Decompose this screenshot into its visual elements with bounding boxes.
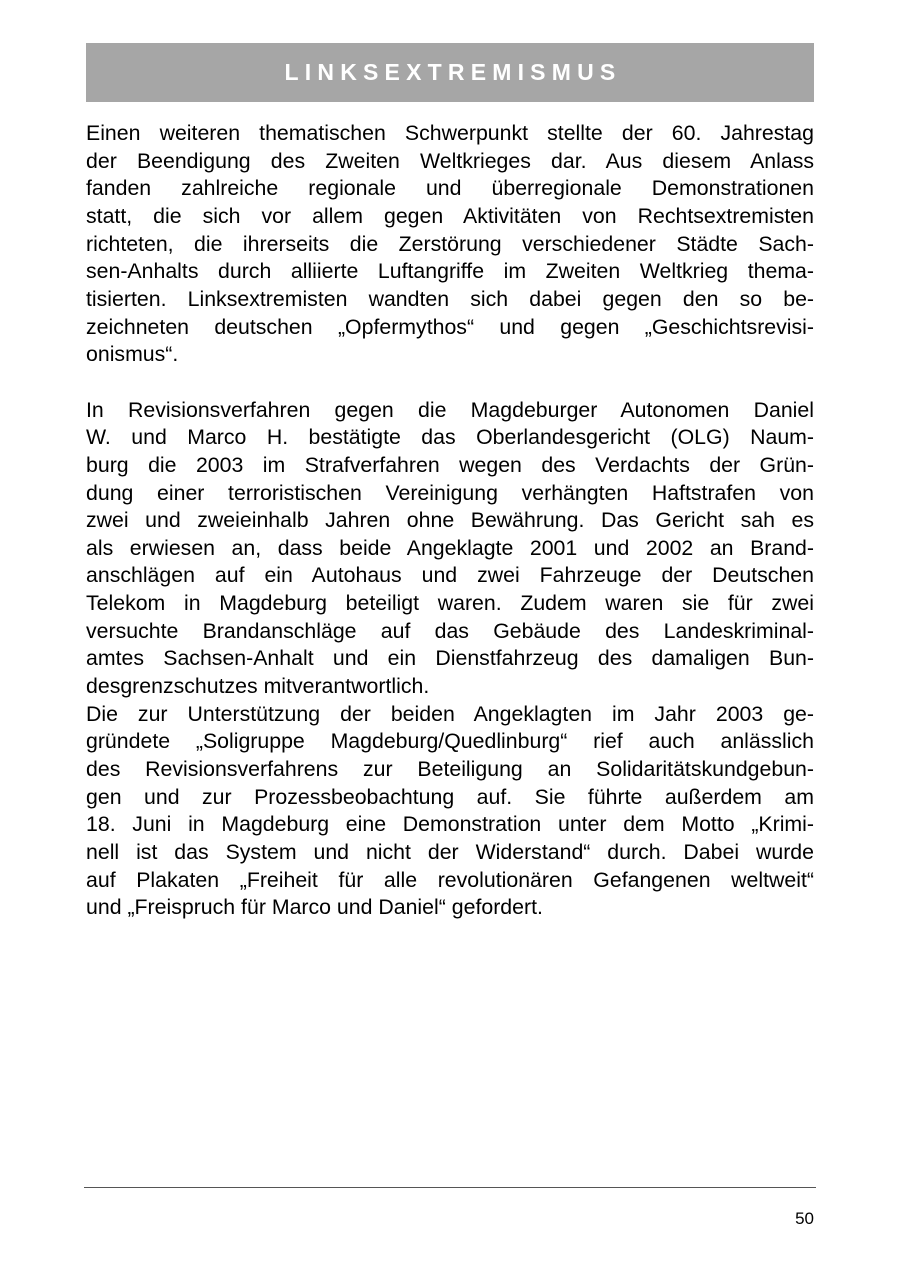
text-line: des Revisionsverfahrens zur Beteiligung an Solidaritätskundgebun- <box>86 757 814 782</box>
text-line: sen-Anhalts durch alliierte Luftangriffe im Zweiten Weltkrieg thema- <box>86 259 814 284</box>
text-line: 18. Juni in Magdeburg eine Demonstration unter dem Motto „Krimi- <box>86 812 814 837</box>
text-line: und „Freispruch für Marco und Daniel“ gefordert. <box>86 895 543 920</box>
text-line: statt, die sich vor allem gegen Aktivitäten von Rechtsextremisten <box>86 203 814 228</box>
text-line: desgrenzschutzes mitverantwortlich. <box>86 674 430 699</box>
page-number: 50 <box>795 1209 814 1228</box>
text-line: dung einer terroristischen Vereinigung verhängten Haftstrafen von <box>86 480 814 505</box>
text-line: W. und Marco H. bestätigte das Oberlandesgericht (OLG) Naum- <box>86 425 814 450</box>
text-line: burg die 2003 im Strafverfahren wegen des Verdachts der Grün- <box>86 452 814 477</box>
text-line: versuchte Brandanschläge auf das Gebäude des Landeskriminal- <box>86 618 814 643</box>
text-line: Telekom in Magdeburg beteiligt waren. Zudem waren sie für zwei <box>86 591 814 616</box>
text-line: gen und zur Prozessbeobachtung auf. Sie führte außerdem am <box>86 784 814 809</box>
paragraph-2 <box>86 397 814 701</box>
text-line: fanden zahlreiche regionale und überregionale Demonstrationen <box>86 176 814 201</box>
text-line: zeichneten deutschen „Opfermythos“ und gegen „Geschichtsrevisi- <box>86 314 814 339</box>
paragraph-3 <box>86 701 814 922</box>
footer-divider <box>84 1187 816 1188</box>
text-line: gründete „Soligruppe Magdeburg/Quedlinburg“ rief auch anlässlich <box>86 729 814 754</box>
text-line: In Revisionsverfahren gegen die Magdeburger Autonomen Daniel <box>86 397 814 422</box>
text-line: nell ist das System und nicht der Widerstand“ durch. Dabei wurde <box>86 840 814 865</box>
text-line: richteten, die ihrerseits die Zerstörung verschiedener Städte Sach- <box>86 231 814 256</box>
section-header-bar <box>86 43 814 102</box>
text-line: als erwiesen an, dass beide Angeklagte 2001 und 2002 an Brand- <box>86 535 814 560</box>
body-text <box>86 120 814 922</box>
section-title: LINKSEXTREMISMUS <box>284 59 622 85</box>
text-line: anschlägen auf ein Autohaus und zwei Fahrzeuge der Deutschen <box>86 563 814 588</box>
text-line: Die zur Unterstützung der beiden Angeklagten im Jahr 2003 ge- <box>86 701 814 726</box>
text-line: zwei und zweieinhalb Jahren ohne Bewährung. Das Gericht sah es <box>86 508 814 533</box>
paragraph-spacer <box>86 369 814 397</box>
text-line: amtes Sachsen-Anhalt und ein Dienstfahrzeug des damaligen Bun- <box>86 646 814 671</box>
paragraph-1 <box>86 120 814 369</box>
text-line: onismus“. <box>86 342 179 367</box>
text-line: Einen weiteren thematischen Schwerpunkt stellte der 60. Jahrestag <box>86 121 814 145</box>
text-line: auf Plakaten „Freiheit für alle revolutionären Gefangenen weltweit“ <box>86 867 814 892</box>
text-line: tisierten. Linksextremisten wandten sich dabei gegen den so be- <box>86 286 814 311</box>
text-line: der Beendigung des Zweiten Weltkrieges dar. Aus diesem Anlass <box>86 148 814 173</box>
